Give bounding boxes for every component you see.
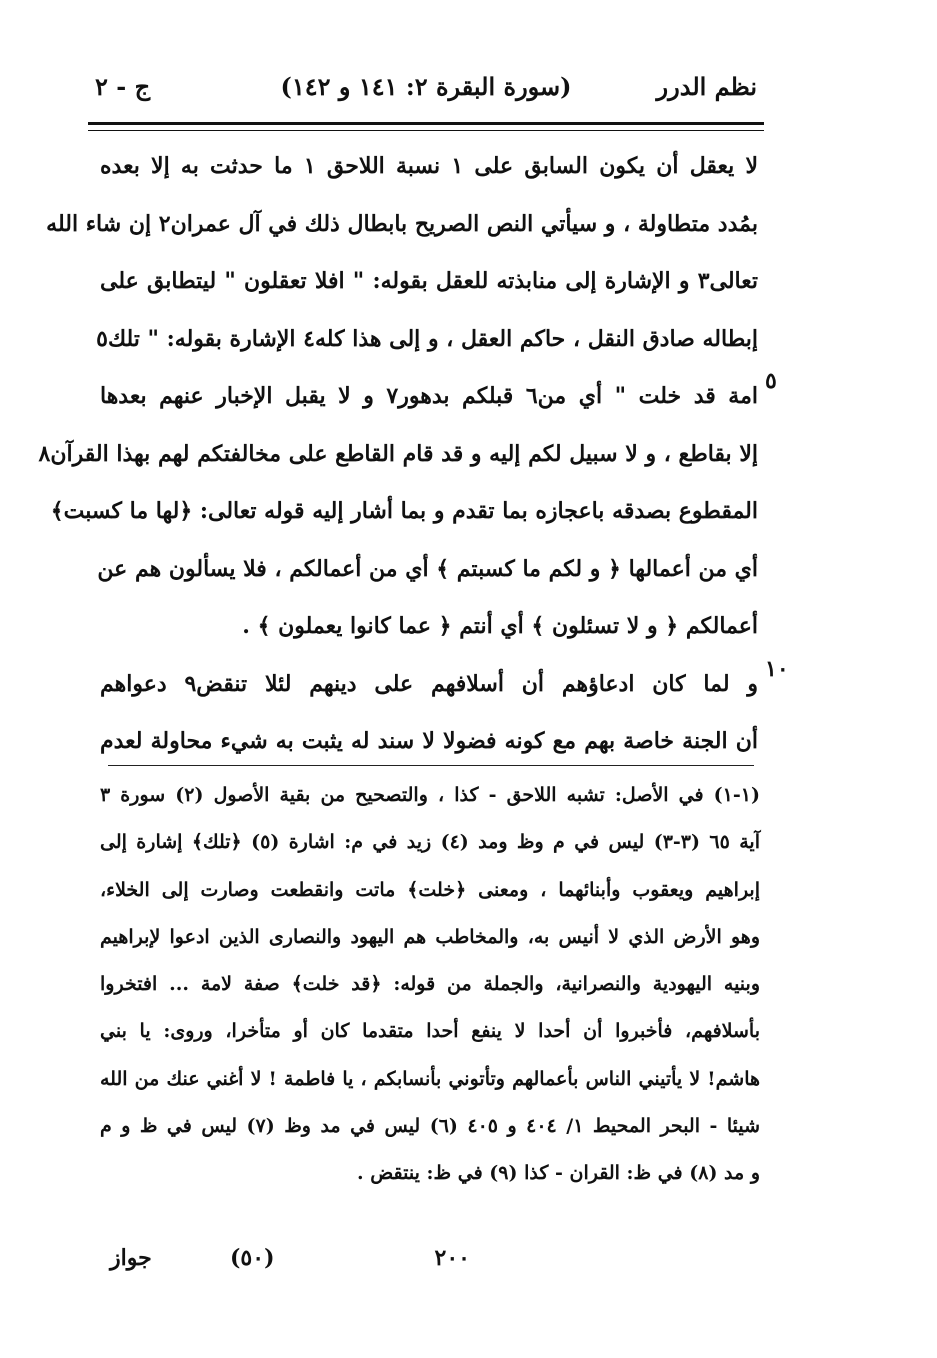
text-line: بمُدد متطاولة ، و سيأتي النص الصريح بابطال ذلك في آل عمران٢ إن شاء الله <box>46 210 758 237</box>
footnotes <box>100 772 760 1198</box>
text-line: امة قد خلت " أي من٦ قبلكم بدهور٧ و لا يقبل الإخبار عنهم بعدها <box>100 383 758 409</box>
surah-reference: (سورة البقرة ٢: ١٤١ و ١٤٢) <box>280 72 572 101</box>
footnote-line: وبنيه اليهودية والنصرانية، والجملة من قوله: ﴿قد خلت﴾ صفة لامة ... افتخروا <box>100 973 760 996</box>
text-line: إبطاله صادق النقل ، حاكم العقل ، و إلى هذا كله٤ الإشارة بقوله: " تلك٥ <box>96 325 758 352</box>
catchword: جواز <box>110 1245 152 1271</box>
main-text <box>38 138 758 771</box>
footnote-separator <box>108 765 754 766</box>
text-line: إلا بقاطع ، و لا سبيل لكم إليه و قد قام القاطع على مخالفتكم لهم بهذا القرآن٨ <box>38 440 758 467</box>
text-line: المقطوع بصدقه باعجازه بما تقدم و بما أشار إليه قوله تعالى: ﴿لها ما كسبت﴾ <box>50 498 758 524</box>
line-number-5: ٥ <box>765 368 777 394</box>
header-rule-thin <box>88 130 764 131</box>
running-header <box>95 72 757 112</box>
footnote-line: إبراهيم ويعقوب وأبنائهما ، ومعنى ﴿خلت﴾ ماتت وانقطعت وصارت إلى الخلاء، <box>100 878 760 901</box>
text-line: و لما كان ادعاؤهم أن أسلافهم على دينهم لئلا تنقض٩ دعواهم <box>100 670 758 697</box>
signature-number: (٥٠) <box>230 1245 275 1271</box>
footnote-line: بأسلافهم، فأخبروا أن أحدا لا ينفع أحدا متقدما كان أو متأخرا، وروى: يا بني <box>100 1020 760 1043</box>
footnote-line: آية ٦٥ (٣-٣) ليس في م وظ ومد (٤) زيد في م: اشارة (٥) ﴿تلك﴾ إشارة إلى <box>100 831 761 854</box>
footnote-line: و مد (٨) في ظ: القران - كذا (٩) في ظ: ينتقض . <box>357 1162 760 1185</box>
footnote-line: (١-١) في الأصل: تشبه اللاحق - كذا ، والتصحيح من بقية الأصول (٢) سورة ٣ <box>100 784 760 806</box>
page-number: ٢٠٠ <box>434 1245 470 1271</box>
header-rule-thick <box>88 122 764 125</box>
volume-label: ج - ٢ <box>95 72 151 101</box>
footnote-line: وهو الأرض الذي لا أنيس به، والمخاطب هم اليهود والنصارى الذين ادعوا لإبراهيم <box>100 925 760 948</box>
line-number-10: ١٠ <box>765 656 789 682</box>
text-line: أعمالكم ﴿ و لا تسئلون ﴾ أي أنتم ﴿ عما كانوا يعملون ﴾ . <box>242 613 758 639</box>
text-line: لا يعقل أن يكون السابق على ١ نسبة اللاحق ١ ما حدثت به إلا بعده <box>100 153 758 179</box>
text-line: أي من أعمالها ﴿ و لكم ما كسبتم ﴾ أي من أعمالكم ، فلا يسألون هم عن <box>97 555 758 582</box>
book-title: نظم الدرر <box>656 72 757 101</box>
footnote-line: شيئا - البحر المحيط ١/ ٤٠٤ و ٤٠٥ (٦) ليس في مد وظ (٧) ليس في ظ و م <box>100 1115 761 1138</box>
footnote-line: هاشم! لا يأتيني الناس بأعمالهم وتأتوني بأنسابكم ، يا فاطمة ! لا أغني عنك من الله <box>100 1067 760 1090</box>
text-line: أن الجنة خاصة بهم مع كونه فضولا لا سند له يثبت به شيء محاولة لعدم <box>100 728 758 754</box>
page-footer <box>110 1245 470 1281</box>
text-line: تعالى٣ و الإشارة إلى منابذته للعقل بقوله: " افلا تعقلون " ليتطابق على <box>100 268 758 294</box>
